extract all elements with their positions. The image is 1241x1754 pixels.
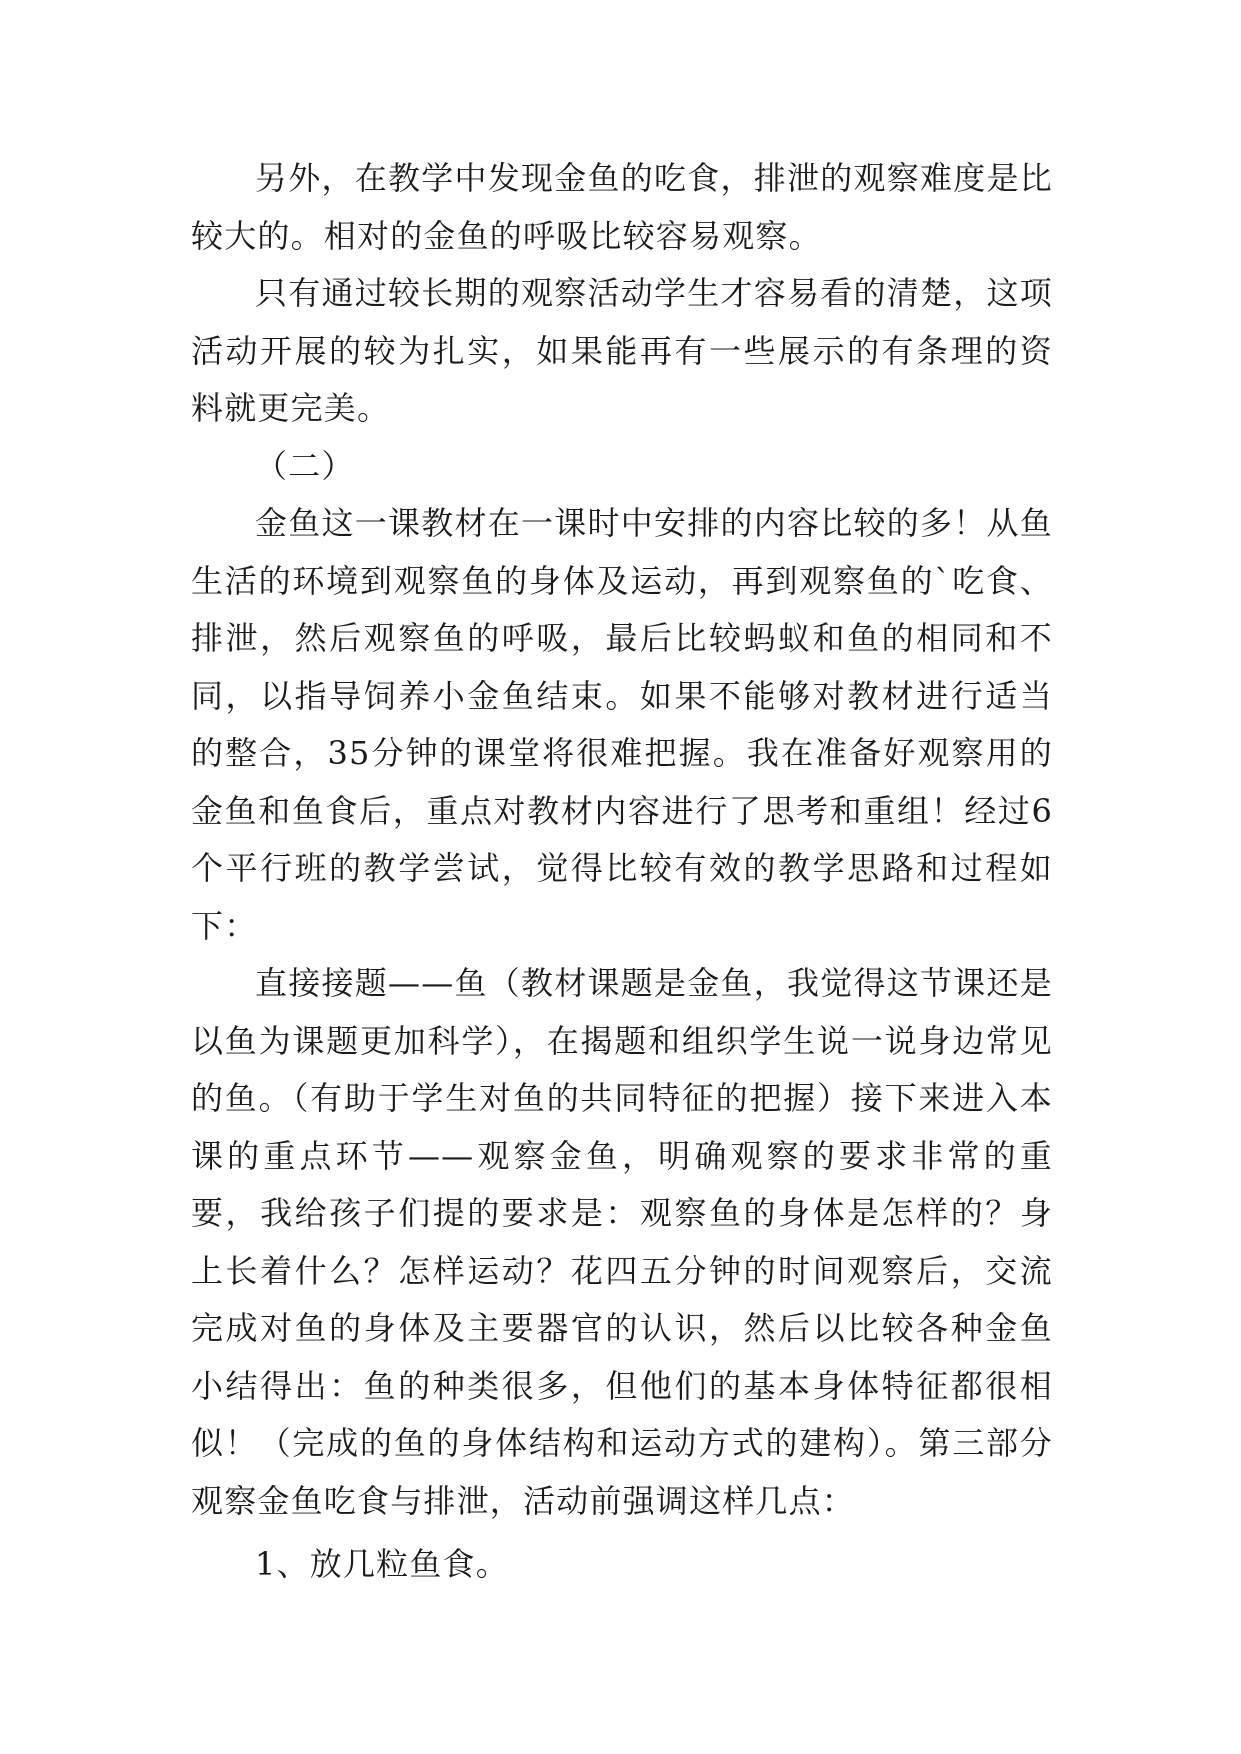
paragraph-teaching-process: 直接接题——鱼（教材课题是金鱼，我觉得这节课还是以鱼为课题更加科学），在揭题和组织学生说一说身边常见的鱼。（有助于学生对鱼的共同特征的把握）接下来进入本课的重点环节——观察金鱼，明确观察的要求非常的重要，我给孩子们提的要求是：观察鱼的身体是怎样的？身上长着什么？怎样运动？花四五分钟的时间观察后，交流完成对鱼的身体及主要器官的认识，然后以比较各种金鱼小结得出：鱼的种类很多，但他们的基本身体特征都很相似！（完成的鱼的身体结构和运动方式的建构）。第三部分观察金鱼吃食与排泄，活动前强调这样几点：	[191, 964, 1053, 1520]
paragraph-goldfish-observation-difficulty: 另外，在教学中发现金鱼的吃食，排泄的观察难度是比较大的。相对的金鱼的呼吸比较容易观察。	[191, 159, 1053, 255]
document-body	[191, 150, 1053, 1594]
paragraph-lesson-content: 金鱼这一课教材在一课时中安排的内容比较的多！从鱼生活的环境到观察鱼的身体及运动，再到观察鱼的`吃食、排泄，然后观察鱼的呼吸，最后比较蚂蚁和鱼的相同和不同，以指导饲养小金鱼结束。如果不能够对教材进行适当的整合，35分钟的课堂将很难把握。我在准备好观察用的金鱼和鱼食后，重点对教材内容进行了思考和重组！经过6个平行班的教学尝试，觉得比较有效的教学思路和过程如下：	[191, 504, 1053, 945]
paragraph-long-term-observation: 只有通过较长期的观察活动学生才容易看的清楚，这项活动开展的较为扎实，如果能再有一些展示的有条理的资料就更完美。	[191, 274, 1053, 427]
list-item-1: 1、放几粒鱼食。	[255, 1545, 509, 1583]
section-heading-two: （二）	[255, 446, 355, 485]
